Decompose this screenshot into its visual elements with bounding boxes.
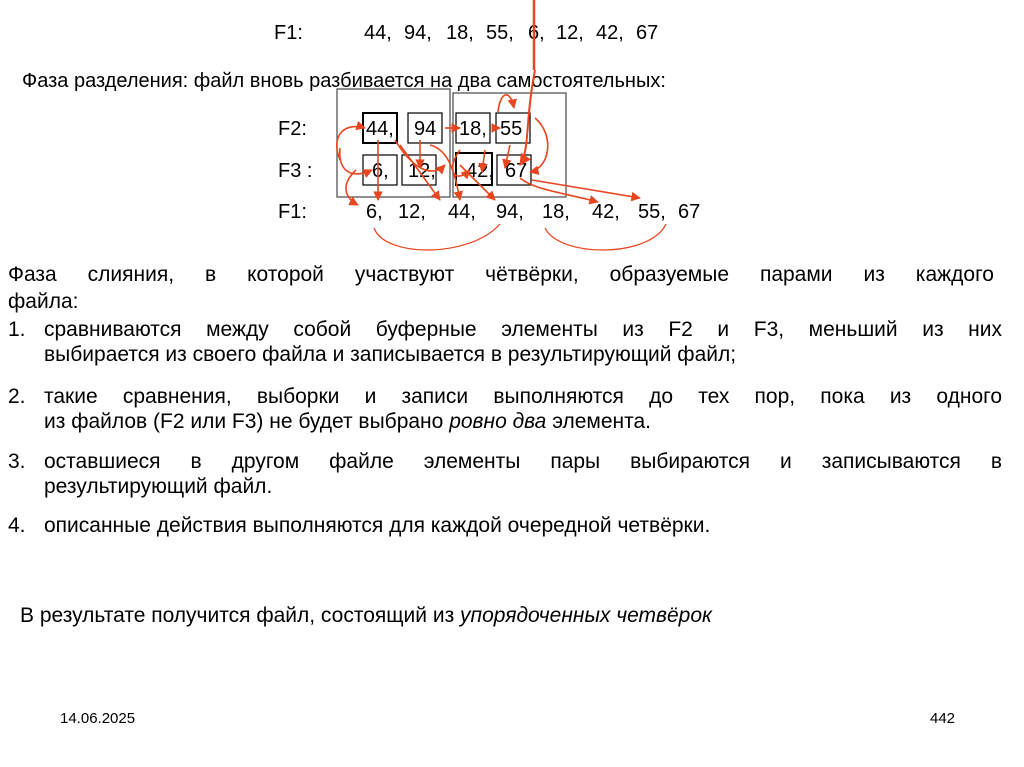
list-line: сравниваются между собой буферные элементы из F2 и F3, меньший из них xyxy=(44,318,1002,341)
f2-value: 94 xyxy=(414,118,437,140)
list-line: такие сравнения, выборки и записи выполняются до тех пор, пока из одного xyxy=(44,385,1002,408)
arrow xyxy=(530,118,548,172)
f3-label: F3 : xyxy=(278,160,313,182)
f1-result-value: 12, xyxy=(398,201,426,223)
list-line: результирующий файл. xyxy=(44,475,273,498)
list-number: 2. xyxy=(8,385,26,408)
f1-result-value: 6, xyxy=(366,201,383,223)
f1-top-value: 44, xyxy=(364,22,392,44)
arrow xyxy=(337,127,365,160)
f1-top-value: 18, xyxy=(446,22,474,44)
f1-result-value: 42, xyxy=(592,201,620,223)
footer-date: 14.06.2025 xyxy=(60,710,136,727)
f1-result-value: 18, xyxy=(542,201,570,223)
f1-result-label: F1: xyxy=(278,201,307,223)
list-number: 1. xyxy=(8,318,26,341)
list-line: оставшиеся в другом файле элементы пары выбираются и записываются в xyxy=(44,450,1002,473)
f1-top-value: 94, xyxy=(404,22,432,44)
f1-top-value: 67 xyxy=(636,22,659,44)
arrow xyxy=(498,95,514,112)
f2-value: 18, xyxy=(459,118,487,140)
merge-phase-line: файла: xyxy=(8,290,79,313)
f1-top-sequence xyxy=(364,22,694,48)
list-number: 4. xyxy=(8,514,26,537)
arc xyxy=(545,224,666,250)
result-sentence xyxy=(20,604,712,628)
arrow xyxy=(340,148,372,174)
list-number: 3. xyxy=(8,450,26,473)
result-emphasis: упорядоченных четвёрок xyxy=(460,604,712,627)
list-text: элемента. xyxy=(546,410,652,433)
f1-result-sequence xyxy=(366,201,716,227)
f1-top-value: 42, xyxy=(596,22,624,44)
list-line: выбирается из своего файла и записывается в результирующий файл; xyxy=(44,343,737,366)
f3-value: 6, xyxy=(372,160,389,182)
f1-result-value: 55, xyxy=(638,201,666,223)
merge-phase-line: Фаза слияния, в которой участвуют чётвёрки, образуемые парами из каждого xyxy=(8,263,994,286)
arrow xyxy=(346,170,358,205)
f2-value: 44, xyxy=(366,118,394,140)
f1-result-value: 94, xyxy=(496,201,524,223)
split-phase-text: Фаза разделения: файл вновь разбивается на два самостоятельных: xyxy=(22,70,666,92)
f3-value: 12, xyxy=(408,160,436,182)
f3-value: 67 xyxy=(505,160,528,182)
arrow xyxy=(532,180,640,198)
f1-result-value: 67 xyxy=(678,201,701,223)
f1-top-value: 6, xyxy=(528,22,545,44)
f2-value: 55 xyxy=(500,118,523,140)
arc xyxy=(374,224,500,250)
list-text: из файлов (F2 или F3) не будет выбрано xyxy=(44,410,450,433)
page-number: 442 xyxy=(930,710,956,727)
arrow xyxy=(520,178,598,202)
merge-phase-text xyxy=(8,262,994,314)
merge-arcs xyxy=(374,224,666,250)
f1-result-value: 44, xyxy=(448,201,476,223)
list-line: описанные действия выполняются для каждой очередной четвёрки. xyxy=(44,514,711,537)
list-line xyxy=(44,409,1002,434)
f2-label: F2: xyxy=(278,118,307,140)
f1-top-label: F1: xyxy=(274,22,303,44)
result-text: В результате получится файл, состоящий из xyxy=(20,604,461,627)
f3-value: 42, xyxy=(466,160,494,182)
f1-top-value: 12, xyxy=(556,22,584,44)
f1-top-value: 55, xyxy=(486,22,514,44)
list-emphasis: ровно два xyxy=(449,410,547,433)
